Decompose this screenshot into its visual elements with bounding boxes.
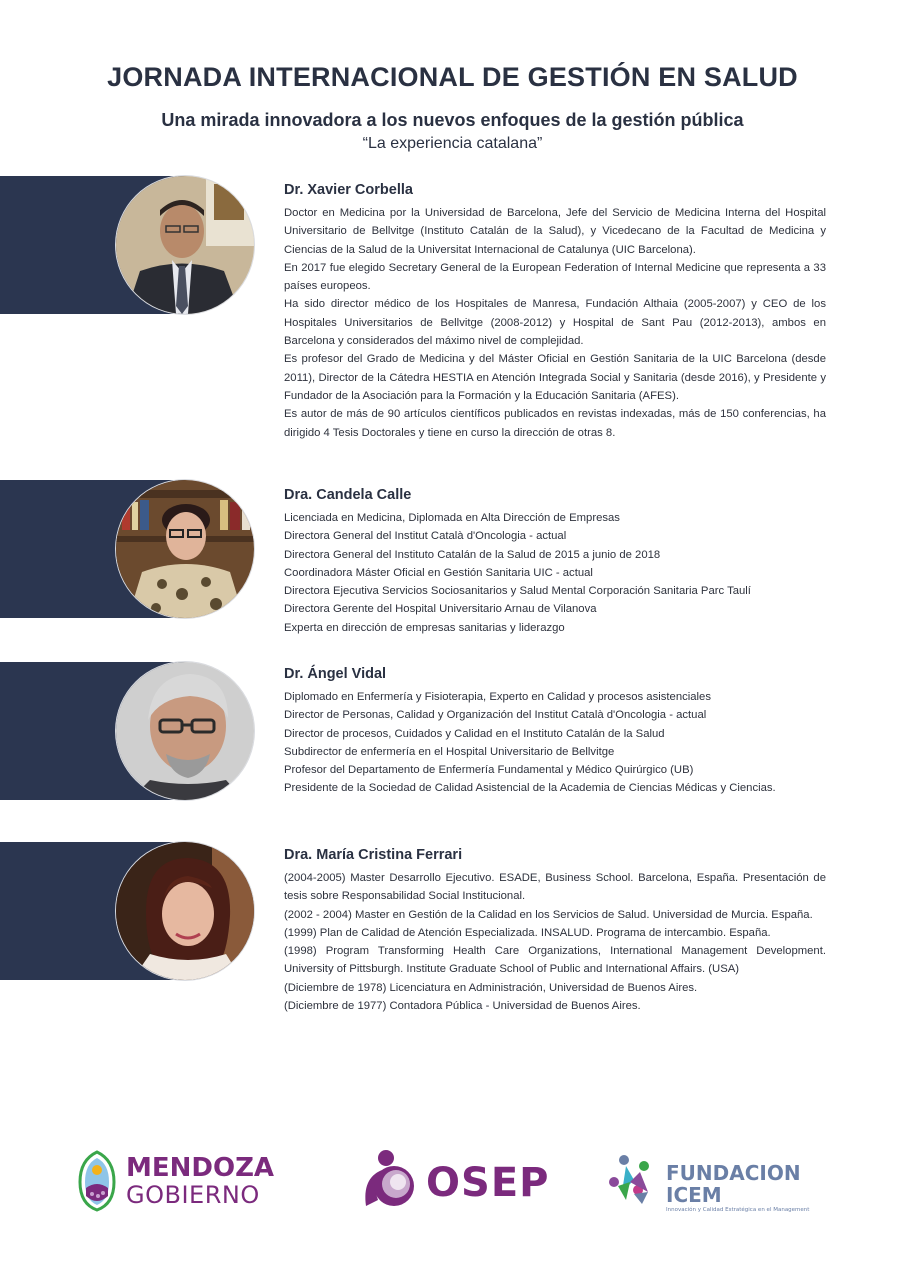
speaker-name: Dra. María Cristina Ferrari <box>284 847 463 863</box>
bio-line: Diplomado en Enfermería y Fisioterapia, Experto en Calidad y procesos asistenciales <box>284 691 711 703</box>
bio-paragraph: (1998) Program Transforming Health Care Organizations, International Management Development. University of Pittsburgh. Institute Graduate School of Public and International Affairs. (USA) <box>284 945 826 976</box>
bio-line: Directora Gerente del Hospital Universitario Arnau de Vilanova <box>284 603 597 616</box>
speaker-photo <box>116 176 254 314</box>
bio-line: Directora Ejecutiva Servicios Sociosanitarios y Salud Mental Corporación Sanitaria Parc Taulí <box>284 585 751 598</box>
bio-paragraph: Es autor de más de 90 artículos científicos publicados en revistas indexadas, más de 150 conferencias, ha dirigido 4 Tesis Doctorales y tiene en curso la dirección de otras 8. <box>284 408 826 439</box>
bio-paragraph: (Diciembre de 1978) Licenciatura en Administración, Universidad de Buenos Aires. <box>284 981 698 994</box>
speaker-bio <box>284 664 826 798</box>
speaker-bio <box>284 485 826 637</box>
fundacion-icem-logo <box>604 1140 836 1220</box>
mendoza-shield-icon <box>76 1150 118 1212</box>
bio-paragraph: (2004-2005) Master Desarrollo Ejecutivo. ESADE, Business School. Barcelona, España. Presentación de tesis sobre Responsabilidad Social Institucional. <box>284 872 826 903</box>
bio-line: Licenciada en Medicina, Diplomada en Alta Dirección de Empresas <box>284 512 620 524</box>
bio-paragraph: (Diciembre de 1977) Contadora Pública - Universidad de Buenos Aires. <box>284 1000 641 1013</box>
speaker-photo <box>116 480 254 618</box>
bio-paragraph: (1999) Plan de Calidad de Atención Especializada. INSALUD. Programa de intercambio. España. <box>284 926 771 939</box>
bio-line: Directora General del Instituto Catalán de la Salud de 2015 a junio de 2018 <box>284 548 661 561</box>
bio-paragraph: Ha sido director médico de los Hospitales de Manresa, Fundación Althaia (2005-2007) y CEO de los Hospitales Universitarios de Bellvitge (2008-2012) y Hospital de Sant Pau (2012-2013), ambos en Barcelona y considerados del máximo nivel de complejidad. <box>284 298 826 348</box>
speaker-name: Dr. Ángel Vidal <box>284 666 387 682</box>
page-tagline: “La experiencia catalana” <box>362 135 543 152</box>
osep-emblem-icon <box>360 1148 420 1210</box>
page-title: JORNADA INTERNACIONAL DE GESTIÓN EN SALUD <box>107 62 798 92</box>
bio-line: Directora General del Institut Català d'Oncologia - actual <box>284 530 567 543</box>
speaker-name: Dra. Candela Calle <box>284 487 412 503</box>
bio-line: Subdirector de enfermería en el Hospital Universitario de Bellvitge <box>284 745 615 758</box>
speaker-photo-illustration <box>116 842 254 980</box>
bio-line: Presidente de la Sociedad de Calidad Asistencial de la Academia de Ciencias Médicas y Ciencias. <box>284 782 776 795</box>
gobierno-wordmark: GOBIERNO <box>126 1181 260 1209</box>
mendoza-wordmark: MENDOZA <box>126 1153 275 1183</box>
bio-paragraph: (2002 - 2004) Master en Gestión de la Calidad en los Servicios de Salud. Universidad de Murcia. España. <box>284 908 813 921</box>
bio-line: Experta en dirección de empresas sanitarias y liderazgo <box>284 621 565 634</box>
bio-line: Coordinadora Máster Oficial en Gestión Sanitaria UIC - actual <box>284 566 593 579</box>
icem-wordmark: FUNDACION ICEM <box>666 1161 801 1207</box>
page-subtitle: Una mirada innovadora a los nuevos enfoques de la gestión pública <box>161 110 744 130</box>
footer-logos <box>0 1140 905 1220</box>
speaker-photo <box>116 662 254 800</box>
osep-wordmark: OSEP <box>426 1160 550 1206</box>
bio-line: Director de Personas, Calidad y Organización del Institut Català d'Oncologia - actual <box>284 709 707 722</box>
bio-paragraph: En 2017 fue elegido Secretary General de la European Federation of Internal Medicine que representa a 33 países europeos. <box>284 261 826 293</box>
osep-logo <box>360 1140 550 1220</box>
speaker-photo-illustration <box>116 662 254 800</box>
speaker-bio <box>284 180 826 442</box>
bio-paragraph: Es profesor del Grado de Medicina y del Máster Oficial en Gestión Sanitaria de la UIC Barcelona (desde 2011), Director de la Cátedra HESTIA en Atención Integrada Social y Sanitaria (desde 2016), y Presidente y Fundador de la Asociación para la Formación y la Educación Sanitaria (AFES). <box>284 353 826 402</box>
icem-tagline: Innovación y Calidad Estratégica en el Management <box>666 1207 810 1213</box>
icem-figures-icon <box>604 1152 658 1206</box>
speaker-photo <box>116 842 254 980</box>
bio-paragraph: Doctor en Medicina por la Universidad de Barcelona, Jefe del Servicio de Medicina Interna del Hospital Universitario de Bellvitge (Instituto Catalán de la Salud), y Vicedecano de la Facultad de Medicina y Ciencias de la Salud de la Universitat Internacional de Catalunya (UIC Barcelona). <box>284 207 826 256</box>
speaker-bio <box>284 845 826 1015</box>
bio-line: Director de procesos, Cuidados y Calidad en el Instituto Catalán de la Salud <box>284 727 665 740</box>
speaker-photo-illustration <box>116 480 254 618</box>
speaker-photo-illustration <box>116 176 254 314</box>
mendoza-gobierno-logo <box>76 1140 296 1220</box>
speaker-name: Dr. Xavier Corbella <box>284 182 413 198</box>
bio-line: Profesor del Departamento de Enfermería Fundamental y Médico Quirúrgico (UB) <box>284 764 694 777</box>
